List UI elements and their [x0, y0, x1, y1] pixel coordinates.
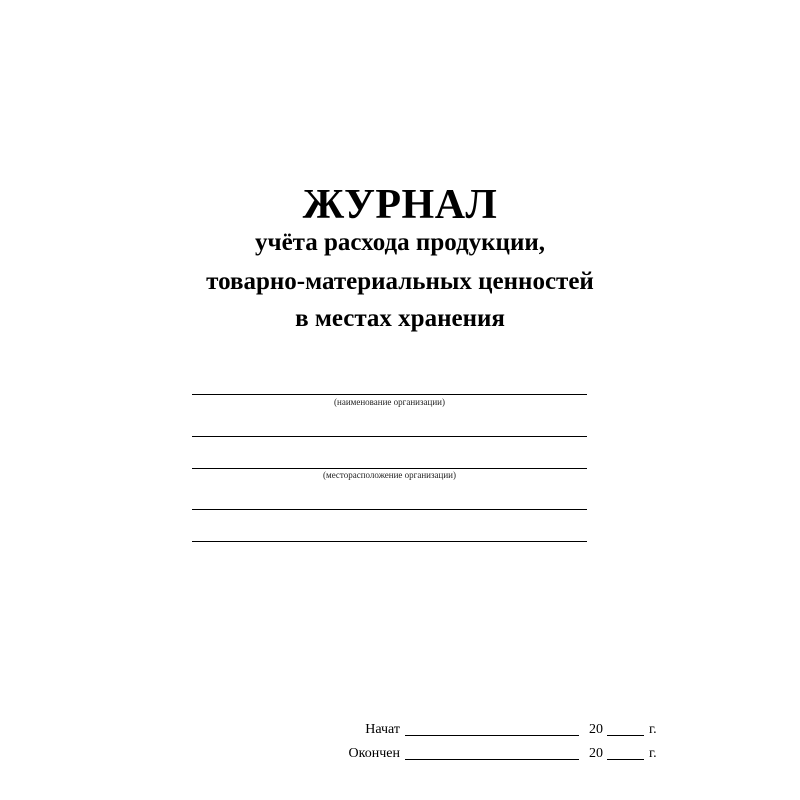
organization-name-line-2	[192, 436, 587, 437]
started-date-row	[300, 721, 670, 743]
ended-year-prefix: 20	[589, 746, 603, 761]
started-date-blank	[405, 735, 579, 736]
document-title: ЖУРНАЛ	[302, 182, 498, 228]
ended-date-row	[300, 745, 670, 767]
ended-date-blank	[405, 759, 579, 760]
started-year-blank	[607, 735, 644, 736]
organization-location-line-3	[192, 541, 587, 542]
subtitle-line-1: учёта расхода продукции,	[254, 229, 546, 256]
ended-year-suffix: г.	[649, 746, 657, 761]
organization-location-line	[192, 468, 587, 469]
started-year-suffix: г.	[649, 722, 657, 737]
started-label: Начат	[365, 722, 400, 737]
organization-location-caption: (месторасположение организации)	[323, 470, 456, 480]
ended-label: Окончен	[348, 746, 400, 761]
subtitle-line-3: в местах хранения	[295, 305, 505, 332]
started-year-prefix: 20	[589, 722, 603, 737]
organization-name-line	[192, 394, 587, 395]
ended-year-blank	[607, 759, 644, 760]
organization-name-caption: (наименование организации)	[334, 397, 445, 407]
subtitle-line-2: товарно-материальных ценностей	[206, 268, 594, 295]
organization-location-line-2	[192, 509, 587, 510]
